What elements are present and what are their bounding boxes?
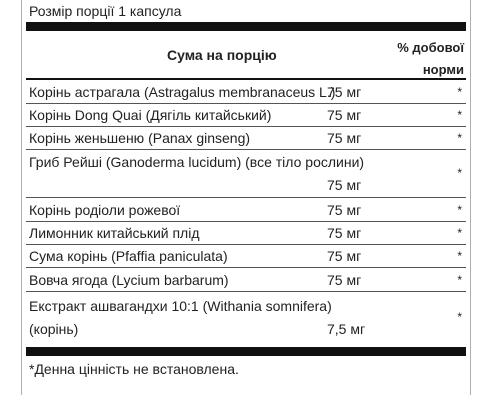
daily-value-asterisk: * <box>457 226 462 240</box>
ingredient-name: Корінь родіоли рожевої <box>29 202 181 218</box>
ingredient-amount: 75 мг <box>327 272 362 288</box>
thick-divider-bottom <box>26 347 466 356</box>
footnote: *Денна цінність не встановлена. <box>29 361 239 377</box>
ingredient-amount: 75 мг <box>327 107 362 123</box>
amount-per-serving-header: Сума на порцію <box>167 47 277 63</box>
daily-value-asterisk: * <box>457 203 462 217</box>
supplement-facts-panel <box>21 0 471 395</box>
daily-value-asterisk: * <box>457 273 462 287</box>
ingredient-name: Вовча ягода (Lycium barbarum) <box>29 272 229 288</box>
ingredient-row <box>26 245 466 268</box>
ingredient-row <box>26 127 466 150</box>
ingredient-name: Корінь Dong Quai (Дягіль китайський) <box>29 107 272 123</box>
ingredient-row <box>26 104 466 127</box>
daily-value-header-line2: норми <box>422 62 464 77</box>
ingredient-name-line2: (корінь) <box>29 321 79 337</box>
ingredient-row <box>26 268 466 292</box>
ingredient-row <box>26 292 466 347</box>
daily-value-header-line1: % добової <box>397 40 464 55</box>
ingredient-row <box>26 222 466 245</box>
daily-value-asterisk: * <box>457 166 462 180</box>
daily-value-asterisk: * <box>457 108 462 122</box>
daily-value-asterisk: * <box>457 249 462 263</box>
daily-value-header <box>384 37 464 81</box>
daily-value-asterisk: * <box>457 85 462 99</box>
ingredient-amount: 75 мг <box>327 248 362 264</box>
serving-size: Розмір порції 1 капсула <box>29 3 182 19</box>
ingredient-name: Гриб Рейші (Ganoderma lucidum) (все тіло рослини) <box>29 154 365 170</box>
daily-value-asterisk: * <box>457 131 462 145</box>
ingredient-amount: 75 мг <box>327 225 362 241</box>
ingredient-amount: 75 мг <box>327 130 362 146</box>
daily-value-asterisk: * <box>457 310 462 324</box>
ingredient-name: Корінь астрагала (Astragalus membranaceus L.) <box>29 84 336 100</box>
ingredient-row <box>26 80 466 104</box>
ingredient-amount: 7,5 мг <box>327 321 366 337</box>
ingredient-name: Корінь женьшеню (Panax ginseng) <box>29 130 251 146</box>
ingredient-row <box>26 198 466 222</box>
ingredient-amount: 75 мг <box>327 202 362 218</box>
ingredient-name: Сума корінь (Pfaffia paniculata) <box>29 248 228 264</box>
ingredient-name: Лимонник китайський плід <box>29 225 200 241</box>
ingredient-amount: 75 мг <box>327 177 362 193</box>
thick-divider-top <box>26 22 466 31</box>
ingredient-row <box>26 150 466 198</box>
ingredient-amount: 75 мг <box>327 84 362 100</box>
ingredient-name-line1: Екстракт ашвагандхи 10:1 (Withania somnifera) <box>29 298 332 314</box>
